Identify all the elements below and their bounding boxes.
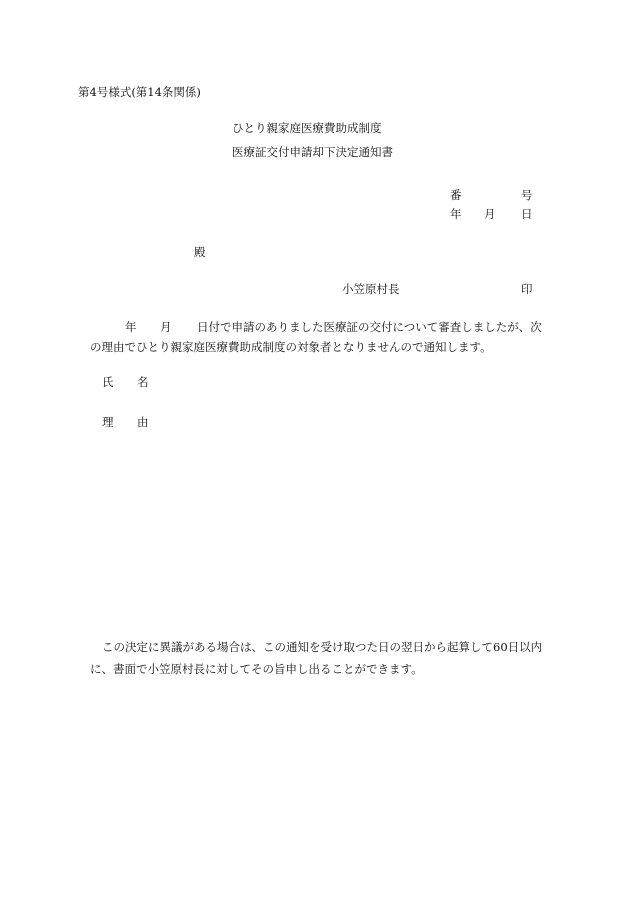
name-label-second: 名: [137, 375, 149, 389]
document-title-line2: 医療証交付申請却下決定通知書: [232, 145, 393, 159]
reason-label-second: 由: [137, 415, 149, 429]
appeal-notice-line1: この決定に異議がある場合は、この通知を受け取つた日の翌日から起算して60日以内: [102, 640, 543, 654]
form-number: 第4号様式(第14条関係): [78, 85, 201, 99]
addressee-honorific: 殿: [194, 245, 206, 259]
appeal-notice-line2: に、書面で小笠原村長に対してその旨申し出ることができます。: [90, 662, 423, 676]
name-label-first: 氏: [102, 375, 114, 389]
document-title-line1: ひとり親家庭医療費助成制度: [232, 121, 382, 135]
document-number-label-go: 号: [521, 188, 533, 202]
body-text-line1: 日付で申請のありました医療証の交付について審査しましたが、次: [197, 320, 542, 334]
date-year-label: 年: [450, 207, 462, 221]
date-month-label: 月: [484, 207, 496, 221]
seal-mark: 印: [521, 282, 533, 296]
body-year-label: 年: [125, 320, 137, 334]
document-number-label-ban: 番: [450, 188, 462, 202]
body-text-line2: の理由でひとり親家庭医療費助成制度の対象者となりませんので通知します。: [90, 340, 492, 354]
reason-label-first: 理: [102, 415, 114, 429]
date-day-label: 日: [521, 207, 533, 221]
body-month-label: 月: [160, 320, 172, 334]
issuer-name: 小笠原村長: [342, 282, 400, 296]
